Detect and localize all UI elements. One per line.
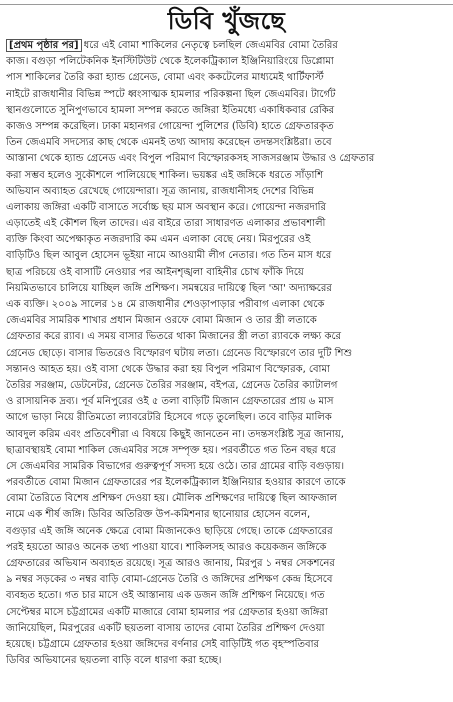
article-body bbox=[6, 38, 448, 669]
article-line: সে জেএমবির সামরিক বিভাগের গুরুত্বপূর্ণ সদস্য হয়ে ওঠে। তার গ্রামের বাড়ি বগুড়ায়। bbox=[6, 460, 345, 472]
article-line: পরই হয়তো আরও অনেক তথ্য পাওয়া যাবে। শাকিলসহ আরও কয়েকজন জঙ্গিকে bbox=[6, 541, 327, 553]
article-line: হয়েছে। চট্টগ্রামে গ্রেফতার হওয়া জঙ্গিদের বর্ণনার সেই বাড়িটিই গত বৃহস্পতিবার bbox=[6, 638, 319, 650]
article-line: তিন জেএমবি সদস্যের কাছ থেকে এমনই তথ্য আদায় করেছেন তদন্তসংশ্লিষ্টরা। তবে bbox=[6, 137, 332, 149]
article-line: করা সম্ভব হলেও সুকৌশলে পালিয়েছে শাকিল। ভয়ঙ্কর এই জঙ্গিকে ধরতে সাঁড়াশি bbox=[6, 169, 324, 181]
article-line: ব্যক্তি কিংবা অপেক্ষাকৃত নজরদারি কম এমন এলাকা বেছে নেয়। মিরপুরের ওই bbox=[6, 234, 311, 246]
article-line: ছাত্র পরিচয়ে ওই বাসাটি নেওয়ার পর আইনশৃঙ্খলা বাহিনীর চোখ ফাঁকি দিয়ে bbox=[6, 266, 304, 278]
article-line: নাইটে রাজধানীর বিভিন্ন স্পটে ধ্বংসাত্মক হামলার পরিকল্পনা ছিল জেএমবির। টার্গেট bbox=[6, 88, 336, 100]
article-line: ব্যবহৃত হতো। গত চার মাসে ওই আস্তানায় এক ডজন জঙ্গি প্রশিক্ষণ নিয়েছে। গত bbox=[6, 590, 325, 602]
article-line bbox=[6, 38, 448, 54]
article-line: স্থানগুলোতে সুনিপুণভাবে হামলা সম্পন্ন করতে জঙ্গিরা ইতিমধ্যে একাধিকবার রেকির bbox=[6, 104, 335, 116]
headline: ডিবি খুঁজছে bbox=[167, 7, 286, 35]
article-line: জানিয়েছিল, মিরপুরের একটি ছয়তলা বাসায় তাদের বোমা তৈরির প্রশিক্ষণ দেওয়া bbox=[6, 622, 325, 634]
article-line: জেএমবির সামরিক শাখার প্রধান মিজান ওরফে বোমা মিজান ও তার স্ত্রী লতাকে bbox=[6, 315, 317, 327]
article-line: এড়াতেই এই কৌশল ছিল তাদের। এর বাইরে তারা সাধারণত এলাকার প্রভাবশালী bbox=[6, 218, 326, 230]
top-rule bbox=[0, 0, 453, 5]
article-line: ছাত্রাবস্থায়ই বোমা শাকিল জেএমবির সঙ্গে সম্পৃক্ত হয়। পরবর্তীতে গত তিন বছর ধরে bbox=[6, 444, 336, 456]
article-line: কাজ। বগুড়া পলিটেকনিক ইনস্টিটিউট থেকে ইলেকট্রিক্যাল ইঞ্জিনিয়ারিংয়ে ডিপ্লোমা bbox=[6, 56, 334, 68]
article-line: গ্রেফতার করে র‌্যাব। এ সময় বাসার ভিতরে থাকা মিজানের স্ত্রী লতা র‌্যাবকে লক্ষ্য করে bbox=[6, 331, 341, 343]
article-line: আস্তানা থেকে হ্যান্ড গ্রেনেড এবং বিপুল পরিমাণ বিস্ফোরকসহ সাজসরঞ্জাম উদ্ধার ও গ্রেফতার bbox=[6, 153, 375, 165]
article-line: বাড়িটিও ছিল আবুল হোসেন ভূইয়া নামে আওয়ামী লীগ নেতার। গত তিন মাস ধরে bbox=[6, 250, 332, 262]
article-line: ও রাসায়নিক দ্রব্য। পূর্ব মনিপুরের ওই ৫ তলা বাড়িটি মিজান গ্রেফতারের প্রায় ৬ মাস bbox=[6, 396, 334, 408]
article-line: পরবর্তীতে বোমা মিজান গ্রেফতারের পর ইলেকট্রিক্যাল ইঞ্জিনিয়ার হওয়ার কারণে তাকে bbox=[6, 477, 346, 489]
article-line-text: ধরে এই বোমা শাকিলের নেতৃত্বে চলছিল জেএমবির বোমা তৈরির bbox=[83, 40, 338, 51]
article-line: আগে ভাড়া নিয়ে রীতিমতো ল্যাবরেটরি হিসেবে গড়ে তুলেছিল। তবে বাড়ির মালিক bbox=[6, 412, 332, 424]
article-line: ৯ নম্বর সড়কের ৩ নম্বর বাড়ি বোমা-গ্রেনেড তৈরি ও জঙ্গিদের প্রশিক্ষণ কেন্দ্র হিসেবে bbox=[6, 574, 333, 586]
article-line: তৈরির সরঞ্জাম, ডেটনেটর, গ্রেনেড তৈরির সরঞ্জাম, বইপত্র, গ্রেনেড তৈরির ক্যাটালগ bbox=[6, 379, 338, 391]
continued-label: [প্রথম পৃষ্ঠার পর] bbox=[6, 39, 82, 52]
article-line: আবদুল করিম এবং প্রতিবেশীরা এ বিষয়ে কিছুই জানতেন না। তদন্তসংশ্লিষ্ট সূত্র জানায়, bbox=[6, 428, 344, 440]
article-line: গ্রেনেড ছোড়ে। বাসার ভিতরেও বিস্ফোরণ ঘটায় লতা। গ্রেনেড বিস্ফোরণে তার দুটি শিশু bbox=[6, 347, 353, 359]
article-line: এক ব্যক্তি। ২০০৯ সালের ১৪ মে রাজধানীর শেওড়াপাড়ার পরীবাগ এলাকা থেকে bbox=[6, 299, 325, 310]
article-line: নিয়মিতভাবে চালিয়ে যাচ্ছিল জঙ্গি প্রশিক্ষণ। সমন্বয়ের দায়িত্বে ছিল 'আ' অদ্যাক্ষরের bbox=[6, 282, 332, 294]
article-line: বগুড়ার এই জঙ্গি অনেক ক্ষেত্রে বোমা মিজানকেও ছাড়িয়ে গেছে। তাকে গ্রেফতারের bbox=[6, 525, 333, 537]
article-line: এলাকায় জঙ্গিরা একটি বাসাতে সর্বোচ্চ ছয় মাস অবস্থান করে। গোয়েন্দা নজরদারি bbox=[6, 201, 326, 213]
article-line: অভিযান অব্যাহত রেখেছে গোয়েন্দারা। সূত্র জানায়, রাজধানীসহ দেশের বিভিন্ন bbox=[6, 185, 314, 197]
article-line: সন্তানও আহত হয়। ওই বাসা থেকে উদ্ধার করা হয় বিপুল পরিমাণ বিস্ফোরক, বোমা bbox=[6, 363, 330, 375]
article-line: সেপ্টেম্বর মাসে চট্টগ্রামের একটি মাজারে বোমা হামলার পর গ্রেফতার হওয়া জঙ্গিরা bbox=[6, 606, 328, 618]
article-line: গ্রেফতারের অভিযান অব্যাহত রয়েছে। সূত্র আরও জানায়, মিরপুর ১ নম্বর সেকশনের bbox=[6, 558, 335, 569]
article-line: কাজও সম্পন্ন করেছিল। ঢাকা মহানগর গোয়েন্দা পুলিশের (ডিবি) হাতে গ্রেফতারকৃত bbox=[6, 120, 334, 132]
article-line: ডিবির অভিযানের ছয়তলা বাড়ি বলে ধারণা করা হচ্ছে। bbox=[6, 655, 222, 667]
article-line: পাস শাকিলের তৈরি করা হ্যান্ড গ্রেনেড, বোমা এবং ককটেলের মাধ্যমেই থার্টিফার্স্ট bbox=[6, 72, 324, 84]
article-line: নামে এক শীর্ষ জঙ্গি। ডিবির অতিরিক্ত উপ-কমিশনার ছানোয়ার হোসেন বলেন, bbox=[6, 509, 311, 521]
article-line: বোমা তৈরিতে বিশেষ প্রশিক্ষণ দেওয়া হয়। মৌলিক প্রশিক্ষণের দায়িত্বে ছিল আফজাল bbox=[6, 493, 338, 505]
